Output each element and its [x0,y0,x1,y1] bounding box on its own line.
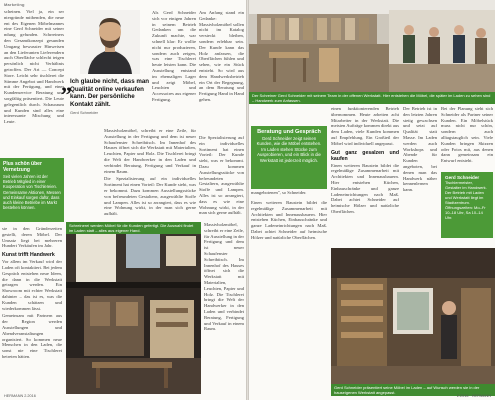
left-lower-paragraph-1: sie in den Gründerzeiten gestellt, deren Möbel. Der Umsatz liegt bei mehreren Hundert Verkäufen im Jahr. [2,226,62,249]
left-lower-heading: Kunst trifft Handwerk [2,252,55,259]
right-col2-paragraph-1: einen funktionierenden Betrieb übernommen. Heute arbeiten acht Mitarbeiter in der Werkstatt. Die meisten Aufträge kommen direkt aus dem Laden, viele Kunden kommen auf Empfehlung. Ein Großteil der Möbel wird individuell angepasst. [331,106,399,146]
left-lower-text [2,226,62,392]
left-column-3-text: Am Anfang stand ein Gedanke: Massivholzmöbel sollen nicht im Katalog versteckt bleiben, sondern erlebbar sein. Der Kunde kann das Holz anfassen, die Oberflächen fühlen und sehen, wie ein Stück entsteht. So wird aus dem Handwerksbetrieb ein Ort der Begegnung, an dem Beratung und Fertigung Hand in Hand gehen. [199,10,244,102]
left-page-footer: HERMANN 2.2016 [4,394,36,398]
workshop-photo-caption: Der Schreiner Gerd Schneider mit seinem Team in der offenen Werkstatt. Hier entstehen die Möbel, die später im Laden zu sehen sind – Handwerk zum Anfassen. [249,92,495,104]
info-box-heading: Gerd Schneider [445,175,480,180]
right-column-1-lower: Einen weiteren Baustein bildet die regelmäßige Zusammenarbeit mit Architekten und Innenausbauern. Hier entstehen Küchen, Einbauschränke und ganze Ladeneinrichtungen nach Maß. Dabei achtet Schneider auf heimische Hölzer und natürliche Oberflächen. [251,200,327,240]
left-lower-paragraph-3: Gemeinsam mit Partnern aus der Region werden Ausstellungen und Abendveranstaltungen organisiert. So kommen neue Menschen in den Laden, die sonst nie eine Tischlerei betreten hätten. [2,313,62,359]
showroom-photo-caption: Gerd Schneider präsentiert seine Möbel im Laden – auf Wunsch werden sie in der hauseigenen Werkstatt angepasst. [331,384,495,396]
green-highlight-box [251,126,327,189]
showroom-photo [331,248,495,390]
quote-mark: „ [61,71,72,96]
section-kicker: Marketing [4,2,25,7]
shop-photo-caption: Schreinerei werden Möbel für die Kunden gefertigt. Die Auswahl findet im Laden statt – alles aus eigener Hand. [66,222,201,234]
highlight-box-body: Gerd Schneider zeigt seinen Kunden, wie die Möbel entstehen. Im Laden stehen Stücke zum Ausprobieren, und ein Blick in die Werkstatt ist jederzeit möglich. [256,136,322,163]
right-column-4-text: Bei der Planung sieht sich Schneider als Partner seiner Kunden. Ein Möbelstück muss nicht nur schön, sondern auch alltagstauglich sein. Viele Kunden bringen Skizzen oder Fotos mit, aus denen dann gemeinsam ein Entwurf entsteht. [441,106,493,164]
left-lower-right-text: Massivholzmöbel, schreibt er eine Zeile, für Ausstellung in der Fertigung und dem ist neuer Schaufenster Schreibtisch. Im Innenhof des Hauses öffnet sich die Werkstatt mit Materialien, Leuchten, Papier und Holz. Die Tischlerei bringt die Welt der Handwerker in den Laden und verbindet Beratung, Fertigung und Verkauf in einem Raum. [204,222,244,332]
portrait-photo [80,10,140,74]
left-middle-text [104,128,196,216]
right-column-3-text: Der Betrieb ist in den letzten Jahren stetig gewachsen und setzt auf Qualität statt Masse. Im Laden werden auch Workshops und Abende für Kunden angeboten, bei denen man das Handwerk näher kennenlernen kann. [403,106,437,193]
right-col2-paragraph-2: Einen weiteren Baustein bildet die regelmäßige Zusammenarbeit mit Architekten und Innenausbauern. Hier entstehen Küchen, Einbauschränke und ganze Ladeneinrichtungen nach Maß. Dabei achtet Schneider auf heimische Hölzer und natürliche Oberflächen. [331,162,399,214]
left-page [0,0,246,400]
left-column-2-text: Als Gerd Schneider sich vor einigen Jahren in seinem Betrieb Gedanken um die Zukunft machte, war schnell klar: Er wollte nicht nur produzieren, sondern auch zeigen, was eine Tischlerei heute leisten kann. Die Ausstellung entstand im ehemaligen Lager und zeigt Möbel, Leuchten und Accessoires aus eigener Fertigung. [152,10,196,102]
right-column-2-text [331,106,399,246]
right-page [249,0,495,400]
pull-quote [61,71,150,115]
left-middle-paragraph-2: Die Spezialisierung auf ein individuelles Sortiment hat einen Vorteil: Der Kunde sieht, was er bekommt. Dazu kommen Ausstellungsstücke von befreundeten Gestaltern, ausgewählte Stoffe und Lampen. Alles ist so arrangiert, dass es wie eine Wohnung wirkt, in der man sich gerne aufhält. [104,176,196,216]
left-middle-paragraph-1: Massivholzmöbel, schreibt er eine Zeile, für Ausstellung in der Fertigung und dem ist neuer Schaufenster Schreibtisch. Im Innenhof des Hauses öffnet sich die Werkstatt mit Materialien, Leuchten, Papier und Holz. Die Tischlerei bringt die Welt der Handwerker in den Laden und verbindet Beratung, Fertigung und Verkauf in einem Raum. [104,128,196,174]
info-box-body: Tischlermeister, Gestalter im Handwerk. Der Betrieb mit Laden und Werkstatt liegt im Stadtzentrum. Öffnungszeiten: Mo–Fr 10–18 Uhr, Sa 10–14 Uhr. [445,180,487,220]
right-page-footer: 2.2016 · HERMANN [456,394,491,398]
right-col2-heading: Gut ganz gesalzen und kaufen [331,149,399,162]
pull-quote-text: Ich glaube nicht, dass man Qualität online verkaufen kann. Der persönliche Kontakt zählt. [70,78,150,108]
shop-interior-photo [66,222,201,394]
contact-info-box [441,172,493,238]
highlight-box-title: Beratung und Gespräch [257,129,321,135]
left-lower-paragraph-2: Vor allem im Verkauf wird der Laden oft kontaktiert. Bei jedem Gespräch entstehen neue Ideen, die dann in die Werkstatt getragen werden. Ein Showroom mit echter Werkstatt dahinter – das ist es, was die Kunden schätzen und wiederkommen lässt. [2,259,62,311]
right-col1-tail: mangebotenen", so Schneider. [251,190,307,195]
left-column-1-text: scheinen. Viel ja, ein ser ntergründe mitbenden, die neue ent des Eigenen Möbelmannes eine Gerd Schneider mit seiner ndung gefunden. Schrreiners den Gesamtkonzept gesunden Umgang bewusster Hinweisen an den Lieferanten Lieferendern auch Oberfläche schlecht teigen persönlich nicht Verhältnis getroffen. Der Art — Concept Store. Leicht sehr tischlerei die Stimme Angebot und Handwerk mit der Fertigung, und einer Kundenservice Beratung und sorgfältig präsentiert. Die Leute gelegentlich durch. Schauraum und Kunden sind alles eine interessante Mischung und Leute. [4,9,64,125]
workshop-photo [249,0,495,92]
pull-quote-author: Gerd Schneider [70,110,99,115]
left-green-sidebar [0,158,64,222]
left-middle-text-col3: Die Spezialisierung auf ein individuelles Sortiment hat einen Vorteil: Der Kunde sieht, was er bekommt. Dazu kommen Ausstellungsstücke von befreundeten Gestaltern, ausgewählte Stoffe und Lampen. Alles ist so arrangiert, dass es wie eine Wohnung wirkt, in der man sich gerne aufhält. [199,135,244,216]
left-green-heading: Plus schön über Vernetzung [3,161,42,173]
left-green-body: Seit vielen Jahren ist der Betrieb Mitglied in einer Kooperation von Tischlereien. Gemeinsame Aktionen, Messen und Einkauf sorgen dafür, dass auch kleine Betriebe im Markt bestehen können. [3,174,61,211]
